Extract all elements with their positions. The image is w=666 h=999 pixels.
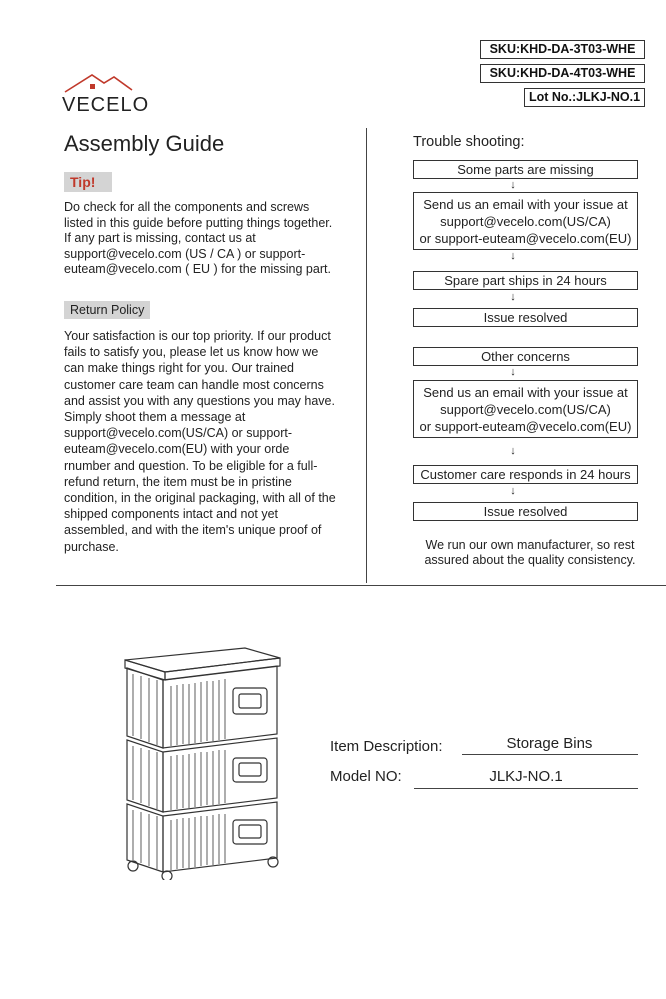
- tip-badge: Tip!: [64, 172, 112, 192]
- flow2-email-line3: or support-euteam@vecelo.com(EU): [419, 419, 632, 434]
- flow-arrow-icon: ↓: [510, 445, 516, 457]
- sku-label-1: SKU:KHD-DA-3T03-WHE: [480, 40, 645, 59]
- flow1-step-email: [413, 192, 638, 250]
- flow1-email-line1: Send us an email with your issue at: [423, 197, 628, 212]
- closing-statement: We run our own manufacturer, so rest assured about the quality consistency.: [424, 538, 636, 567]
- model-no-label: Model NO:: [330, 768, 402, 785]
- flow1-step-resolved: Issue resolved: [413, 308, 638, 327]
- flow-arrow-icon: ↓: [510, 485, 516, 497]
- sku-label-2: SKU:KHD-DA-4T03-WHE: [480, 64, 645, 83]
- storage-bins-illustration: [105, 640, 295, 880]
- flow2-email-line1: Send us an email with your issue at: [423, 385, 628, 400]
- item-description-underline: [462, 754, 638, 755]
- tip-text: Do check for all the components and screws listed in this guide before putting things together. If any part is missing, contact us at support@vecelo.com (US / CA ) or support-euteam@vecelo.com ( EU ) for the missing part.: [64, 200, 333, 276]
- flow2-step-care-responds: Customer care responds in 24 hours: [413, 465, 638, 484]
- return-policy-text: Your satisfaction is our top priority. If our product fails to satisfy you, please let us know how we can make things right for you. Our trained customer care team can handle most concerns and assist you with any questions you may have. Simply shoot them a message at support@vecelo.com(US/CA) or support-euteam@vecelo.com(EU) with your orde rnumber and question. To be eligible for a full-refund return, the item must be in pristine condition, in the original packaging, with all of the shipped components intact and not yet assembled, and with the item's unique proof of purchase.: [64, 329, 336, 554]
- model-no-value: JLKJ-NO.1: [489, 768, 563, 785]
- page-title: Assembly Guide: [64, 131, 225, 156]
- flow2-step-email: [413, 380, 638, 438]
- section-divider: [56, 585, 666, 586]
- flow2-email-line2: support@vecelo.com(US/CA): [440, 402, 611, 417]
- flow2-step-resolved: Issue resolved: [413, 502, 638, 521]
- flow1-email-line2: support@vecelo.com(US/CA): [440, 214, 611, 229]
- flow1-step-missing-parts: Some parts are missing: [413, 160, 638, 179]
- brand-logo: [62, 70, 182, 118]
- flow2-step-other-concerns: Other concerns: [413, 347, 638, 366]
- flow1-email-line3: or support-euteam@vecelo.com(EU): [419, 231, 632, 246]
- lot-label: Lot No.:JLKJ-NO.1: [524, 88, 645, 107]
- model-no-underline: [414, 788, 638, 789]
- item-description-label: Item Description:: [330, 738, 443, 755]
- flow1-step-spare-part: Spare part ships in 24 hours: [413, 271, 638, 290]
- return-policy-badge: Return Policy: [64, 301, 150, 319]
- trouble-shooting-title: Trouble shooting:: [413, 134, 525, 150]
- flow-arrow-icon: ↓: [510, 291, 516, 303]
- flow-arrow-icon: ↓: [510, 250, 516, 262]
- column-divider: [366, 128, 367, 583]
- item-description-value: Storage Bins: [506, 735, 593, 752]
- flow-arrow-icon: ↓: [510, 366, 516, 378]
- flow-arrow-icon: ↓: [510, 179, 516, 191]
- brand-name: VECELO: [62, 94, 150, 116]
